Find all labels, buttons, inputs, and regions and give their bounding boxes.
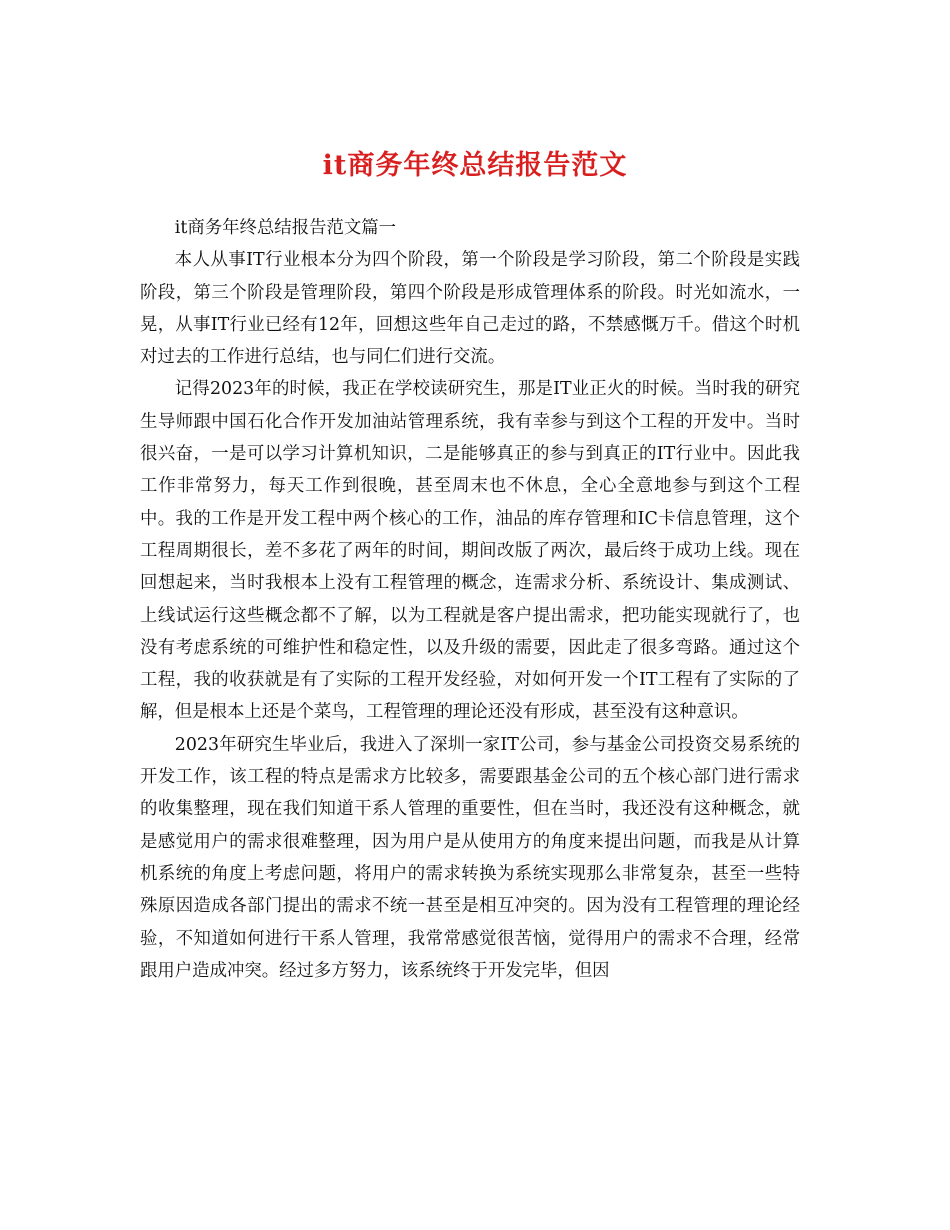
paragraph-3: 2023年研究生毕业后，我进入了深圳一家IT公司，参与基金公司投资交易系统的开发工作，该工程的特点是需求方比较多，需要跟基金公司的五个核心部门进行需求的收集整理，现在我们知道干系人管理的重要性，但在当时，我还没有这种概念，就是感觉用户的需求很难整理，因为用户是从使用方的角度来提出问题，而我是从计算机系统的角度上考虑问题，将用户的需求转换为系统实现那么非常复杂，甚至一些特殊原因造成各部门提出的需求不统一甚至是相互冲突的。因为没有工程管理的理论经验，不知道如何进行干系人管理，我常常感觉很苦恼，觉得用户的需求不合理，经常跟用户造成冲突。经过多方努力，该系统终于开发完毕，但因 bbox=[140, 734, 800, 981]
document-body bbox=[140, 212, 800, 987]
document-title: it商务年终总结报告范文 bbox=[322, 150, 628, 182]
paragraph-2: 记得2023年的时候，我正在学校读研究生，那是IT业正火的时候。当时我的研究生导师跟中国石化合作开发加油站管理系统，我有幸参与到这个工程的开发中。当时很兴奋，一是可以学习计算机知识，二是能够真正的参与到真正的IT行业中。因此我工作非常努力，每天工作到很晚，甚至周末也不休息，全心全意地参与到这个工程中。我的工作是开发工程中两个核心的工作，油品的库存管理和IC卡信息管理，这个工程周期很长，差不多花了两年的时间，期间改版了两次，最后终于成功上线。现在回想起来，当时我根本上没有工程管理的概念，连需求分析、系统设计、集成测试、上线试运行这些概念都不了解，以为工程就是客户提出需求，把功能实现就行了，也没有考虑系统的可维护性和稳定性，以及升级的需要，因此走了很多弯路。通过这个工程，我的收获就是有了实际的工程开发经验，对如何开发一个IT工程有了实际的了解，但是根本上还是个菜鸟，工程管理的理论还没有形成，甚至没有这种意识。 bbox=[140, 379, 800, 723]
section-heading: it商务年终总结报告范文篇一 bbox=[174, 218, 397, 238]
paragraph-1: 本人从事IT行业根本分为四个阶段，第一个阶段是学习阶段，第二个阶段是实践阶段，第三个阶段是管理阶段，第四个阶段是形成管理体系的阶段。时光如流水，一晃，从事IT行业已经有12年，回想这些年自己走过的路，不禁感慨万千。借这个时机对过去的工作进行总结，也与同仁们进行交流。 bbox=[140, 250, 800, 368]
